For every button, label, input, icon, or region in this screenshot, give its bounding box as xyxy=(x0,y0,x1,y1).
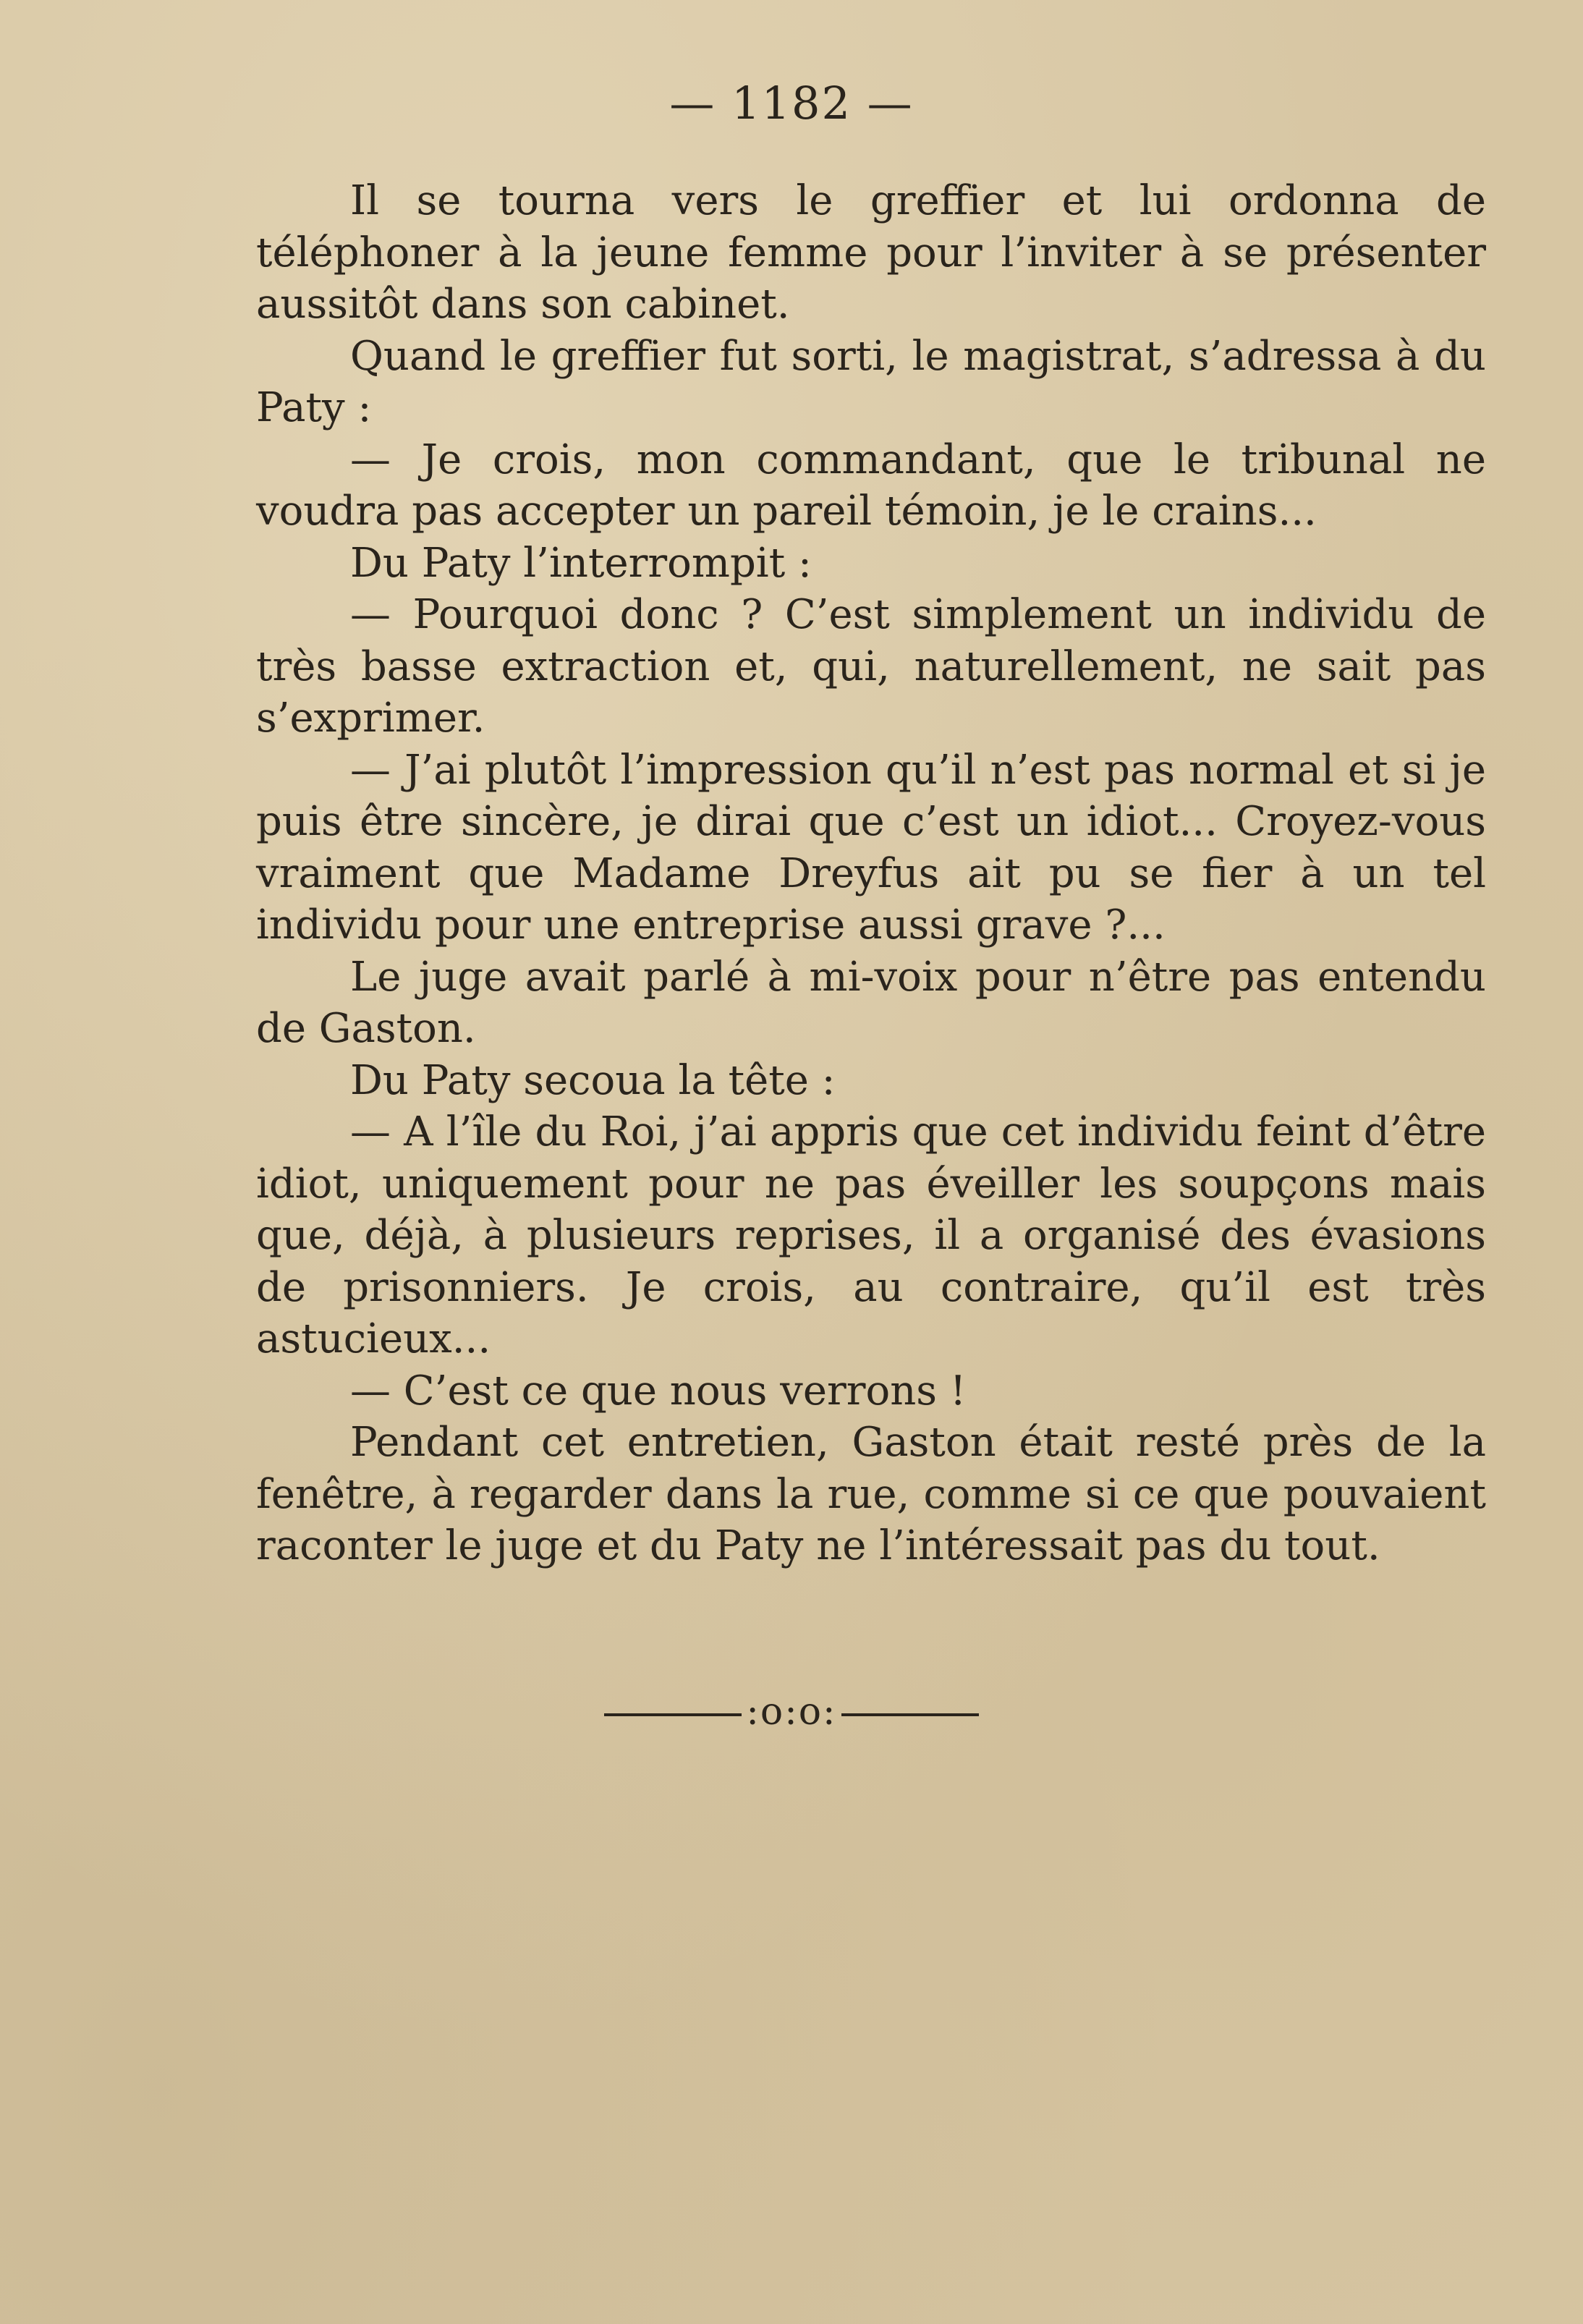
paragraph: — C’est ce que nous verrons ! xyxy=(350,1367,967,1415)
paragraph: Du Paty l’interrompit : xyxy=(350,539,812,587)
paragraph: — A l’île du Roi, j’ai appris que cet individu feint d’être idiot, uniquement pour ne pas éveiller les soupçons mais que, déjà, à plusieurs reprises, il a organisé des évasions de prisonniers. Je crois, au contraire, qu’il est très astucieux... xyxy=(256,1108,1486,1362)
divider-ornament: :o:o: xyxy=(746,1690,837,1734)
divider-rule-left xyxy=(604,1713,742,1716)
section-divider xyxy=(0,1690,1583,1734)
paragraph: Il se tourna vers le greffier et lui ordonna de téléphoner à la jeune femme pour l’inviter à se présenter aussitôt dans son cabinet. xyxy=(256,177,1486,328)
page-number: — 1182 — xyxy=(669,77,914,130)
divider-rule-right xyxy=(841,1713,979,1716)
paragraph: — J’ai plutôt l’impression qu’il n’est pas normal et si je puis être sincère, je dirai que c’est un idiot... Croyez-vous vraiment que Madame Dreyfus ait pu se fier à un tel individu pour une entreprise aussi grave ?... xyxy=(256,746,1486,949)
paragraph: Du Paty secoua la tête : xyxy=(350,1056,836,1104)
body-text xyxy=(256,175,1486,1572)
paragraph: — Je crois, mon commandant, que le tribunal ne voudra pas accepter un pareil témoin, je le crains... xyxy=(256,436,1486,535)
paragraph: Le juge avait parlé à mi-voix pour n’être pas entendu de Gaston. xyxy=(256,953,1486,1052)
paragraph: Pendant cet entretien, Gaston était resté près de la fenêtre, à regarder dans la rue, comme si ce que pouvaient raconter le juge et du Paty ne l’intéressait pas du tout. xyxy=(256,1419,1486,1569)
paragraph: — Pourquoi donc ? C’est simplement un individu de très basse extraction et, qui, naturellement, ne sait pas s’exprimer. xyxy=(256,591,1486,742)
paragraph: Quand le greffier fut sorti, le magistrat, s’adressa à du Paty : xyxy=(256,332,1486,431)
